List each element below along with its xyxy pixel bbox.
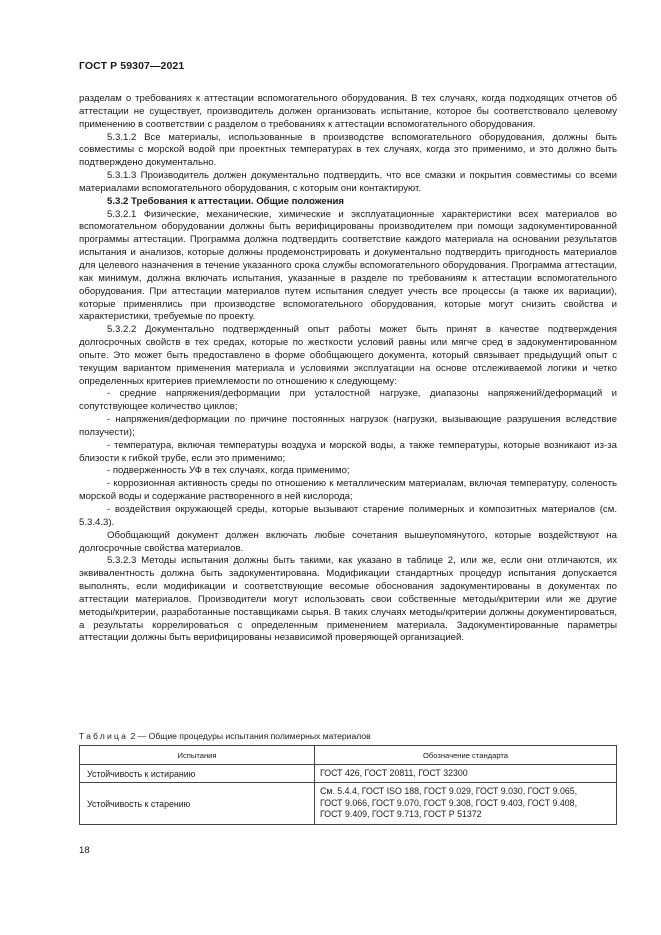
table-caption-title: 2 — Общие процедуры испытания полимерных материалов (128, 731, 371, 741)
body-paragraph: Обобщающий документ должен включать любые сочетания вышеупомянутого, которые воздействуют на долгосрочные свойства материалов. (79, 529, 617, 554)
table-header-standards: Обозначение стандарта (315, 746, 617, 765)
body-paragraph: - температура, включая температуры воздуха и морской воды, а также температуры, которые возникают из-за близости к гибкой трубе, если это применимо; (79, 439, 617, 464)
standards-line: ГОСТ 426, ГОСТ 20811, ГОСТ 32300 (320, 768, 468, 778)
doc-header: ГОСТ Р 59307—2021 (79, 60, 185, 72)
table-header-row (80, 746, 617, 765)
body-paragraph: разделам о требованиях к аттестации вспомогательного оборудования. В тех случаях, когда подходящих отчетов об аттестации не существует, производитель должен организовать испытание, которое бы соответствовало целевому применению в соответствии с разделом о требованиях к аттестации вспомогательного оборудования. (79, 93, 617, 130)
body-paragraph: - подверженность УФ в тех случаях, когда применимо; (107, 465, 350, 477)
body-paragraph: 5.3.1.2 Все материалы, использованные в производстве вспомогательного оборудования, должны быть совместимы с морской водой при проектных температурах в тех случаях, когда это применимо, и это должно быть подтверждено документально. (79, 131, 617, 169)
table-cell-standards (315, 765, 617, 783)
standards-line: См. 5.4.4, ГОСТ ISO 188, ГОСТ 9.029, ГОСТ 9.030, ГОСТ 9.065, (320, 786, 578, 797)
table-caption-label: Таблица (79, 731, 129, 741)
page-number: 18 (79, 845, 90, 856)
body-paragraph: 5.3.2.1 Физические, механические, химические и эксплуатационные характеристики всех материалов во вспомогательном оборудовании должны быть верифицированы производителем при помощи задокументированной программы аттестации. Программа должна подтвердить соответствие каждого материала на основании результатов испытания и анализов, которые должны продемонстрировать и документально подтвердить пригодность материалов для целевого назначения в течение указанного срока службы вспомогательного оборудования. Программа аттестации, как минимум, должна включать испытания, указанные в разделе по требованиям к аттестации вспомогательного оборудования. При аттестации материалов путем испытания следует учесть все процессы (а также их вариации), которые применялись при производстве вспомогательного оборудования, которые могут снизить свойства и характеристики, требуемые по проекту. (79, 208, 617, 323)
body-paragraph: 5.3.2.2 Документально подтвержденный опыт работы может быть принят в качестве подтверждения долгосрочных свойств в тех средах, которые по жесткости условий равны или мягче сред в задокументированном опыте. Это может быть предоставлено в форме обобщающего документа, который связывает предыдущий опыт с текущим вариантом применения материала и условиями эксплуатации на основе отслеживаемой логики и четко определенных критериев приемлемости по отношению к следующему: (79, 324, 617, 387)
body-paragraph: - средние напряжения/деформации при усталостной нагрузке, диапазоны напряжений/деформаций и сопутствующее количество циклов; (79, 388, 617, 413)
table-header-tests: Испытания (80, 746, 315, 765)
table-row (80, 765, 617, 783)
table-row (80, 783, 617, 824)
body-paragraph: - коррозионная активность среды по отношению к металлическим материалам, включая температуру, соленость морской воды и содержание растворенного в ней кислорода; (79, 478, 617, 503)
table-cell-test: Устойчивость к истиранию (80, 765, 315, 783)
body-paragraph: 5.3.1.3 Производитель должен документально подтвердить, что все смазки и покрытия совместимы со всеми материалами вспомогательного оборудования, с которым они контактируют. (79, 170, 617, 194)
table-cell-standards (315, 783, 617, 824)
body-paragraph: 5.3.2.3 Методы испытания должны быть такими, как указано в таблице 2, или же, если они отличаются, их эквивалентность должна быть задокументирована. Модификации стандартных процедур испытания допускается выполнять, если модификации и соответствующие весомые обоснования задокументированы в документах по аттестации материалов. Производители могут использовать свои собственные методы/критерии или же другие методы/критерии, разработанные поставщиками сырья. В таких случаях методы/критерии должны документироваться, а результаты коррелироваться с определенным применением материала. Задокументированные параметры аттестации должны быть верифицированы независимой проверяющей организацией. (79, 555, 617, 644)
body-paragraph: - воздействия окружающей среды, которые вызывают старение полимерных и композитных материалов (см. 5.3.4.3). (79, 504, 617, 528)
standards-line: ГОСТ 9.066, ГОСТ 9.070, ГОСТ 9.308, ГОСТ 9.403, ГОСТ 9.408, (320, 797, 578, 808)
table-caption (79, 731, 371, 741)
body-text (79, 93, 617, 645)
body-paragraph: 5.3.2 Требования к аттестации. Общие положения (107, 195, 345, 207)
standards-line: ГОСТ 9.409, ГОСТ 9.713, ГОСТ Р 51372 (320, 809, 482, 820)
body-paragraph: - напряжения/деформации по причине постоянных нагрузок (нагрузки, вызывающие разрушения вследствие ползучести); (79, 414, 617, 438)
standards-table (79, 745, 617, 825)
table-cell-test: Устойчивость к старению (80, 783, 315, 824)
